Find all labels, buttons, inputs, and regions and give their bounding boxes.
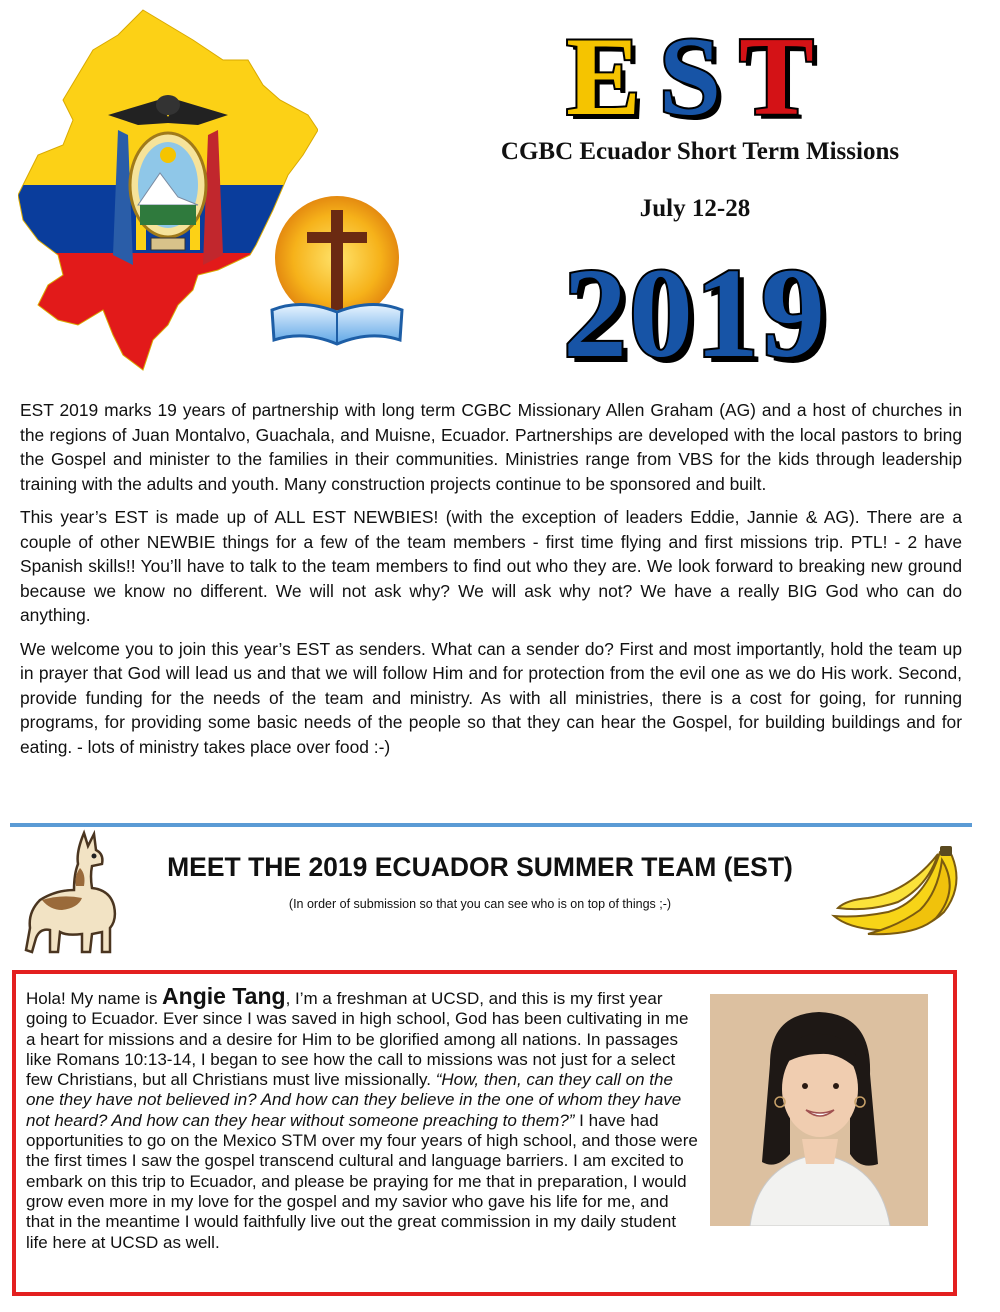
paragraph-senders: We welcome you to join this year’s EST as senders. What can a sender do? First and most importantly, hold the team up in prayer that God will lead us and that we will follow Him and for protection from the evil one as we do His work. Second, provide funding for the needs of the team and ministry. As with all ministries, there is a cost for going, for running programs, for providing some basic needs of the people so that they can hear the Gospel, for building buildings and for eating. - lots of ministry takes place over food :-) — [20, 638, 962, 757]
profile-quote: “How, then, can they call on the one they have not believed in? And how can they believe in the one of whom they have not heard? And how can they hear without someone preaching to them?” — [26, 1070, 682, 1130]
portrait-illustration — [710, 994, 928, 1226]
est-letter-t: T — [739, 15, 814, 139]
portrait-photo — [710, 994, 928, 1226]
year-title: 2019 — [563, 242, 827, 384]
team-section-title: MEET THE 2019 ECUADOR SUMMER TEAM (EST) — [167, 852, 793, 882]
banana-bunch-icon — [828, 846, 968, 938]
profile-card — [12, 970, 957, 1296]
page-subtitle: CGBC Ecuador Short Term Missions — [500, 138, 900, 165]
profile-text-a: , I’m a freshman at UCSD, and this is my first year going to Ecuador. Ever since I was saved in high school, God has been cultivating in me a heart for missions and a desire for Him to be glorified among all nations. In passages like Romans 10:13-14, I began to see how the call to missions was not just for a select few Christians, but all Christians must live missionally. — [26, 989, 689, 1090]
team-section-subtitle: (In order of submission so that you can see who is on top of things ;-) — [288, 897, 672, 911]
profile-text-b: I have had opportunities to go on the Mexico STM over my four years of high school, and those were the first times I saw the gospel transcend cultural and language barriers. I am excited to embark on this trip to Ecuador, and please be praying for me that in preparation, I would grow even more in my love for the gospel and my savior who gave his life for me, and that in the meantime I would faithfully live out the great commission in my daily student life here at UCSD as well. — [26, 1110, 698, 1252]
est-logo — [505, 15, 875, 139]
paragraph-partnership: EST 2019 marks 19 years of partnership with long term CGBC Missionary Allen Graham (AG) and a host of churches in the regions of Juan Montalvo, Guachala, and Muisne, Ecuador. Partnerships are developed with the local pastors to bring the Gospel and minister to the families in their communities. Ministries range from VBS for the kids through leadership training with the adults and youth. Many construction projects continue to be sponsored and built. — [20, 400, 962, 494]
profile-text — [26, 983, 936, 1253]
trip-dates: July 12-28 — [639, 195, 751, 222]
llama-icon — [22, 828, 127, 958]
coat-of-arms-icon — [108, 95, 228, 265]
est-letter-s: S — [658, 15, 722, 139]
profile-name: Angie Tang — [162, 983, 286, 1009]
est-letter-e: E — [566, 15, 641, 139]
section-divider — [10, 823, 972, 827]
profile-intro: Hola! My name is — [26, 989, 163, 1008]
paragraph-newbies: This year’s EST is made up of ALL EST NEWBIES! (with the exception of leaders Eddie, Jannie & AG). There are a couple of other NEWBIE things for a few of the team members - first time flying and first missions trip. PTL! - 2 have Spanish skills!! You’ll have to talk to the team members to find out who they are. We look forward to breaking new ground because we know no different. We will not ask why? We will ask why not? We have a really BIG God who can do anything. — [20, 507, 962, 625]
cross-and-bible-icon — [262, 190, 412, 360]
intro-paragraphs — [20, 398, 962, 768]
